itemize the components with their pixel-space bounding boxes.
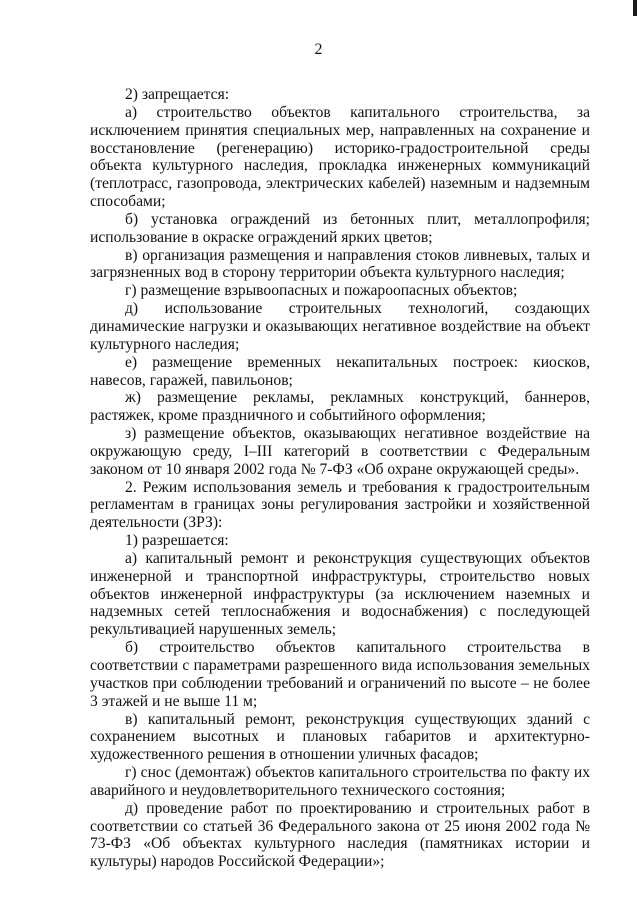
paragraph-section-2: 2. Режим использования земель и требования к градостроительным регламентам в границах зоны регулирования застройки и хозяйственной деятельности (ЗРЗ): <box>90 478 590 532</box>
paragraph-item-zh: ж) размещение рекламы, рекламных конструкций, баннеров, растяжек, кроме праздничного и событийного оформления; <box>90 389 590 425</box>
paragraph-permitted-b: б) строительство объектов капитального строительства в соответствии с параметрами разрешенного вида использования земельных участков при соблюдении требований и ограничений по высоте – не более 3 этажей и не выше 11 м; <box>90 639 590 710</box>
paragraph-permitted-g: г) снос (демонтаж) объектов капитального строительства по факту их аварийного и неудовлетворительного технического состояния; <box>90 764 590 799</box>
paragraph-item-b: б) установка ограждений из бетонных плит, металлопрофиля; использование в окраске ограждений ярких цветов; <box>90 210 590 246</box>
paragraph-item-d: д) использование строительных технологий, создающих динамические нагрузки и оказывающих негативное воздействие на объект культурного наследия; <box>90 300 590 353</box>
paragraph-permitted-d: д) проведение работ по проектированию и строительных работ в соответствии со статьей 36 Федерального закона от 25 июня 2002 года № 73-ФЗ «Об объектах культурного наследия (памятниках истории и культуры) народов Российской Федерации»; <box>90 799 590 871</box>
scan-edge-mark <box>633 0 637 16</box>
paragraph-item-g: г) размещение взрывоопасных и пожароопасных объектов; <box>125 282 518 300</box>
paragraph-item-z: з) размещение объектов, оказывающих негативное воздействие на окружающую среду, I–III категорий в соответствии с Федеральным законом от 10 января 2002 года № 7-ФЗ «Об охране окружающей среды». <box>90 425 590 478</box>
paragraph-item-v: в) организация размещения и направления стоков ливневых, талых и загрязненных вод в сторону территории объекта культурного наследия; <box>90 246 590 282</box>
paragraph-item-e: е) размещение временных некапитальных построек: киосков, навесов, гаражей, павильонов; <box>90 353 590 389</box>
paragraph-permitted-a: а) капитальный ремонт и реконструкция существующих объектов инженерной и транспортной инфраструктуры, строительство новых объектов инженерной инфраструктуры (за исключением наземных и надземных сетей теплоснабжения и водоснабжения) с последующей рекультивацией нарушенных земель; <box>90 549 590 639</box>
document-body <box>90 86 590 871</box>
paragraph-item-a: а) строительство объектов капитального строительства, за исключением принятия специальных мер, направленных на сохранение и восстановление (регенерацию) историко-градостроительной среды объекта культурного наследия, прокладка инженерных коммуникаций (теплотрасс, газопровода, электрических кабелей) наземным и надземным способами; <box>90 103 590 211</box>
paragraph-permitted-v: в) капитальный ремонт, реконструкция существующих зданий с сохранением высотных и плановых габаритов и архитектурно-художественного решения в отношении уличных фасадов; <box>90 710 590 764</box>
page-number: 2 <box>314 41 323 58</box>
paragraph-prohibited-heading: 2) запрещается: <box>125 86 230 103</box>
paragraph-permitted-heading: 1) разрешается: <box>125 532 229 550</box>
